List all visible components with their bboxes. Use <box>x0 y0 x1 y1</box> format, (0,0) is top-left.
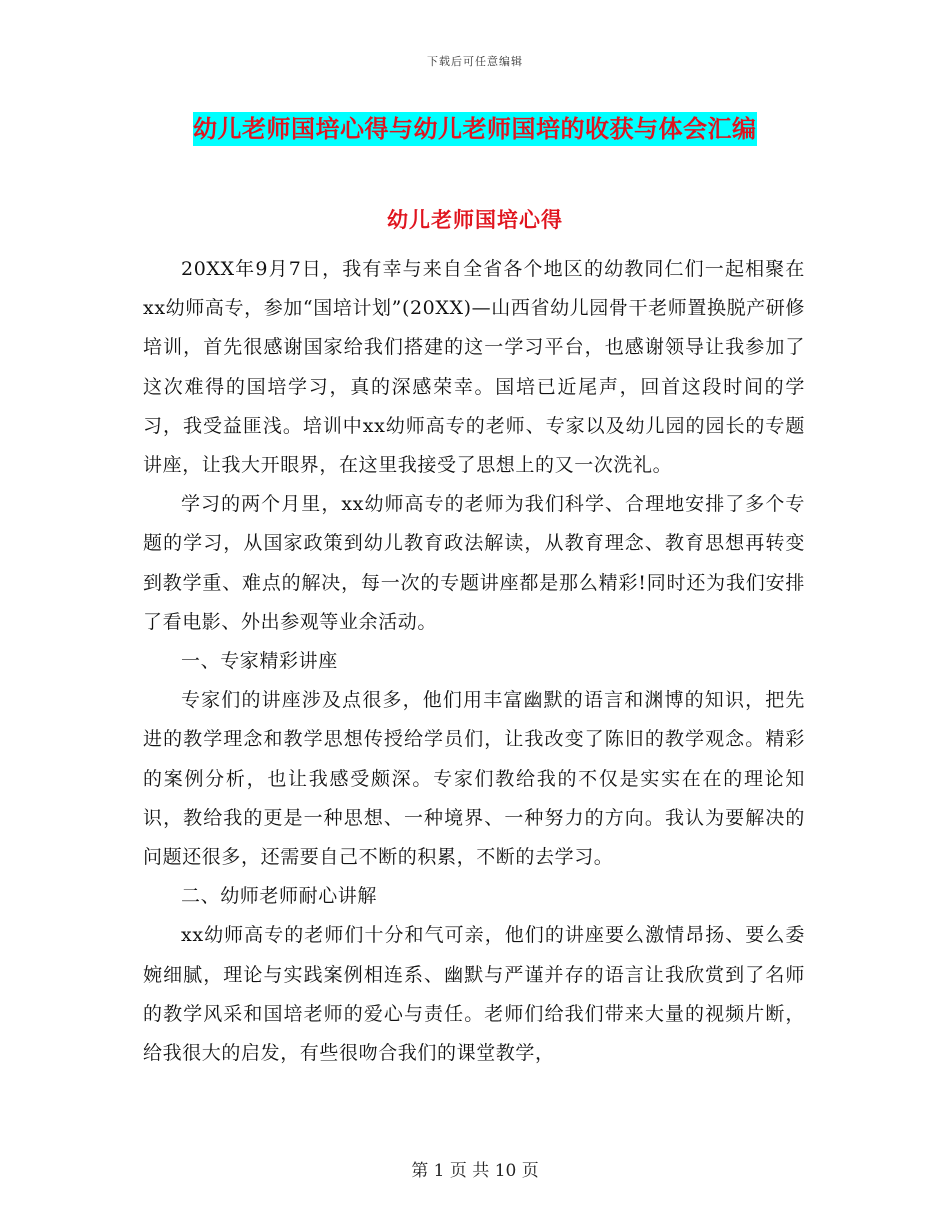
subheading: 一、专家精彩讲座 <box>181 650 338 673</box>
page-number: 第 1 页 共 10 页 <box>411 1161 539 1181</box>
paragraph: 专家们的讲座涉及点很多，他们用丰富幽默的语言和渊博的知识，把先进的教学理念和教学思想传授给学员们，让我改变了陈旧的教学观念。精彩的案例分析，也让我感受颇深。专家们教给我的不仅是实实在在的理论知识，教给我的更是一种思想、一种境界、一种努力的方向。我认为要解决的问题还很多，还需要自己不断的积累，不断的去学习。 <box>143 689 805 869</box>
paragraph: 20XX年9月7日，我有幸与来自全省各个地区的幼教同仁们一起相聚在xx幼师高专，参加“国培计划”(20XX)—山西省幼儿园骨干老师置换脱产研修培训，首先很感谢国家给我们搭建的这一学习平台，也感谢领导让我参加了这次难得的国培学习，真的深感荣幸。国培已近尾声，回首这段时间的学习，我受益匪浅。培训中xx幼师高专的老师、专家以及幼儿园的园长的专题讲座，让我大开眼界，在这里我接受了思想上的又一次洗礼。 <box>143 258 805 477</box>
section-title: 幼儿老师国培心得 <box>387 207 563 232</box>
body-text <box>143 250 805 1073</box>
document-title: 幼儿老师国培心得与幼儿老师国培的收获与体会汇编 <box>193 112 757 146</box>
header-note: 下载后可任意编辑 <box>427 55 523 68</box>
subheading: 二、幼师老师耐心讲解 <box>181 885 378 908</box>
paragraph: 学习的两个月里，xx幼师高专的老师为我们科学、合理地安排了多个专题的学习，从国家政策到幼儿教育政法解读，从教育理念、教育思想再转变到教学重、难点的解决，每一次的专题讲座都是那么精彩!同时还为我们安排了看电影、外出参观等业余活动。 <box>143 493 805 633</box>
paragraph: xx幼师高专的老师们十分和气可亲，他们的讲座要么激情昂扬、要么委婉细腻，理论与实践案例相连系、幽默与严谨并存的语言让我欣赏到了名师的教学风采和国培老师的爱心与责任。老师们给我们带来大量的视频片断，给我很大的启发，有些很吻合我们的课堂教学， <box>143 924 805 1065</box>
